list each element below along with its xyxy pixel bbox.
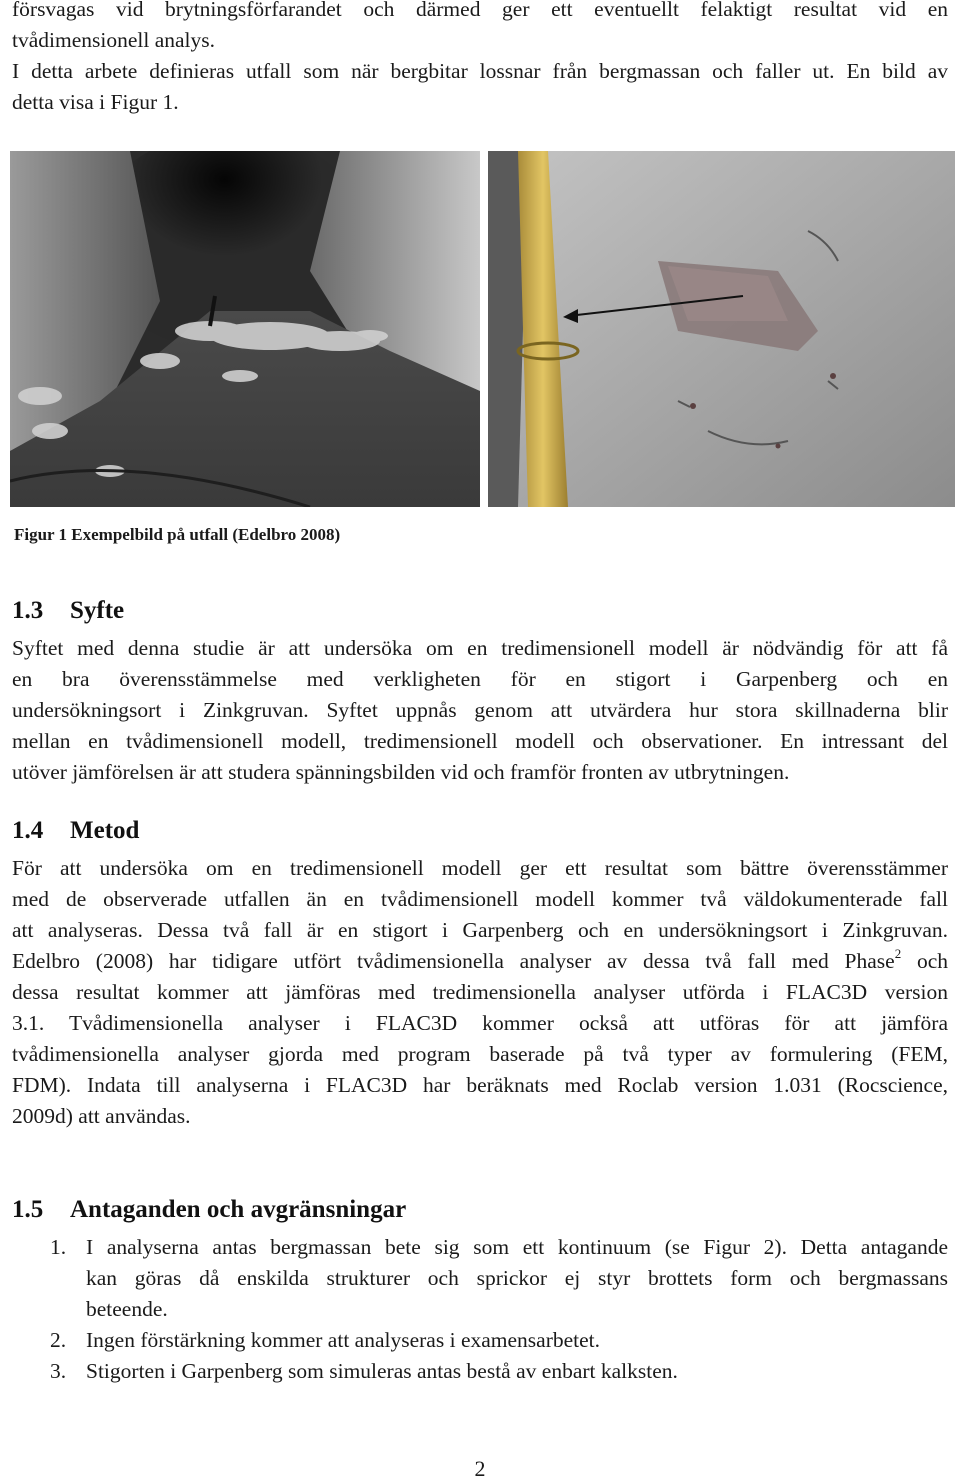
section-number: 1.5 — [12, 1196, 44, 1223]
footnote-mark: 2 — [894, 945, 902, 961]
section-heading-antaganden — [12, 1196, 406, 1224]
list-item-line: beteende. — [86, 1297, 168, 1321]
tunnel-photo — [10, 151, 480, 507]
section-number: 1.3 — [12, 597, 44, 624]
section-title: Antaganden och avgränsningar — [70, 1196, 407, 1223]
figure-caption: Figur 1 Exempelbild på utfall (Edelbro 2008) — [14, 525, 341, 544]
list-number: 3. — [50, 1359, 67, 1383]
wall-photo — [488, 151, 955, 507]
list-item-line: kan göras då enskilda strukturer och sprickor ej styr brottets form och bergmassans — [86, 1266, 948, 1290]
list-item-line: Stigorten i Garpenberg som simuleras antas bestå av enbart kalksten. — [86, 1359, 678, 1383]
list-number: 1. — [50, 1235, 67, 1259]
metod-line-3: att analyseras. Dessa två fall är en stigort i Garpenberg och en undersökningsort i Zinkgruvan. — [12, 918, 948, 942]
section-title: Syfte — [70, 597, 125, 624]
syfte-paragraph — [12, 633, 948, 788]
list-item-line: I analyserna antas bergmassan bete sig som ett kontinuum (se Figur 2). Detta antagande — [86, 1235, 948, 1259]
list-item — [12, 1232, 948, 1325]
intro-paragraph — [12, 0, 948, 118]
section-number: 1.4 — [12, 817, 44, 844]
metod-line-1: För att undersöka om en tredimensionell modell ger ett resultat som bättre överensstämmer — [12, 856, 948, 880]
section-heading-syfte — [12, 597, 124, 625]
section-title: Metod — [70, 817, 140, 844]
intro-line-3: I detta arbete definieras utfall som när bergbitar lossnar från bergmassan och faller ut. En bild av — [12, 59, 948, 83]
metod-line-6: 3.1. Tvådimensionella analyser i FLAC3D kommer också att utföras för att jämföra — [12, 1011, 948, 1035]
metod-line-8: FDM). Indata till analyserna i FLAC3D har beräknats med Roclab version 1.031 (Rocscience, — [12, 1073, 948, 1097]
list-number: 2. — [50, 1328, 67, 1352]
list-item — [12, 1356, 948, 1387]
metod-line-2: med de observerade utfallen än en tvådimensionell modell kommer två väldokumenterade fall — [12, 887, 948, 911]
metod-line-4 — [12, 946, 948, 977]
syfte-line-4: mellan en tvådimensionell modell, tredimensionell modell och observationer. En intressant del — [12, 729, 948, 753]
metod-line-5: dessa resultat kommer att jämföras med tredimensionella analyser utförda i FLAC3D version — [12, 980, 948, 1004]
section-heading-metod — [12, 817, 139, 845]
intro-line-2: tvådimensionell analys. — [12, 28, 216, 52]
syfte-line-1: Syftet med denna studie är att undersöka om en tredimensionell modell är nödvändig för att få — [12, 636, 948, 660]
metod-line-4-text: Edelbro (2008) har tidigare utfört tvådimensionella analyser av dessa två fall med Phase — [12, 949, 895, 973]
list-item-line: Ingen förstärkning kommer att analyseras i examensarbetet. — [86, 1328, 601, 1352]
syfte-line-3: undersökningsort i Zinkgruvan. Syftet uppnås genom att utvärdera hur stora skillnaderna blir — [12, 698, 948, 722]
page-number: 2 — [474, 1456, 486, 1481]
syfte-line-5: utöver jämförelsen är att studera spänningsbilden vid och framför fronten av utbrytningen. — [12, 760, 790, 784]
list-item — [12, 1325, 948, 1356]
metod-line-4-tail: och — [916, 949, 948, 973]
metod-line-9: 2009d) att användas. — [12, 1104, 191, 1128]
assumptions-list — [12, 1232, 948, 1387]
intro-line-1: försvagas vid brytningsförfarandet och därmed ger ett eventuellt felaktigt resultat vid en — [12, 0, 948, 21]
figure-1 — [10, 151, 955, 507]
intro-line-4: detta visa i Figur 1. — [12, 90, 179, 114]
metod-line-7: tvådimensionella analyser gjorda med program baserade på två typer av formulering (FEM, — [12, 1042, 948, 1066]
syfte-line-2: en bra överensstämmelse med verkligheten för en stigort i Garpenberg och en — [12, 667, 948, 691]
metod-paragraph — [12, 853, 948, 1132]
